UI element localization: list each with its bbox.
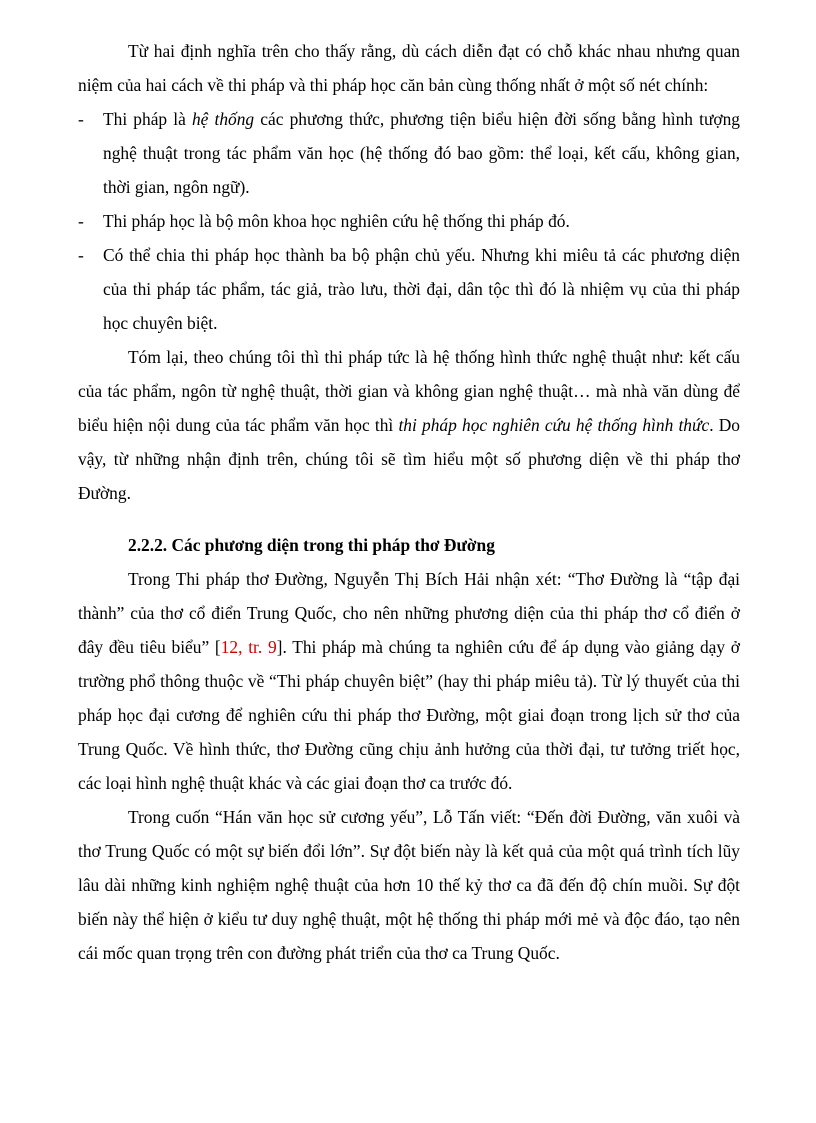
bullet-2-text: Thi pháp học là bộ môn khoa học nghiên cứu hệ thống thi pháp đó. bbox=[103, 211, 570, 231]
bullet-1-text-post: các phương thức, phương tiện biểu hiện đời sống bằng hình tượng nghệ thuật trong tác phẩm văn học (hệ thống đó bao gồm: thể loại, kết cấu, không gian, thời gian, ngôn ngữ). bbox=[103, 109, 740, 197]
paragraph-lu-xun: Trong cuốn “Hán văn học sử cương yếu”, Lỗ Tấn viết: “Đến đời Đường, văn xuôi và thơ Trung Quốc có một sự biến đổi lớn”. Sự đột biến này là kết quả của một quá trình tích lũy lâu dài những kinh nghiệm nghệ thuật của hơn 10 thế kỷ thơ ca đã đến độ chín muồi. Sự đột biến này thể hiện ở kiểu tư duy nghệ thuật, một hệ thống thi pháp mới mẻ và độc đáo, tạo nên cái mốc quan trọng trên con đường phát triển của thơ ca Trung Quốc. bbox=[78, 807, 740, 963]
summary-emphasis: thi pháp học nghiên cứu hệ thống hình thức bbox=[398, 415, 710, 435]
bullet-item-1 bbox=[78, 102, 740, 204]
tang-text-post: ]. Thi pháp mà chúng ta nghiên cứu để áp dụng vào giảng dạy ở trường phổ thông thuộc về “Thi pháp chuyên biệt” (hay thi pháp miêu tả). Từ lý thuyết của thi pháp học đại cương để nghiên cứu thi pháp thơ Đường, một giai đoạn trong lịch sử thơ của Trung Quốc. Về hình thức, thơ Đường cũng chịu ảnh hưởng của thời đại, tư tưởng triết học, các loại hình nghệ thuật khác và các giai đoạn thơ ca trước đó. bbox=[78, 637, 741, 793]
paragraph-tang-poetry bbox=[78, 562, 740, 800]
citation-link[interactable]: 12, tr. 9 bbox=[220, 637, 277, 657]
bullet-1-emphasis: hệ thống bbox=[191, 109, 255, 129]
bullet-1-text-pre: Thi pháp là bbox=[103, 109, 192, 129]
summary-text-pre: Tóm lại, theo chúng tôi thì thi pháp tức là hệ thống hình thức nghệ thuật như: kết cấu của tác phẩm, ngôn từ nghệ thuật, thời gian và không gian nghệ thuật… mà nhà văn dùng để biểu hiện nội dung của tác phẩm văn học thì bbox=[78, 347, 740, 435]
section-heading: 2.2.2. Các phương diện trong thi pháp thơ Đường bbox=[128, 535, 495, 555]
tang-text-pre: Trong Thi pháp thơ Đường, Nguyễn Thị Bích Hải nhận xét: “Thơ Đường là “tập đại thành” của thơ cổ điển Trung Quốc, cho nên những phương diện của thi pháp thơ cổ điển ở đây đều tiêu biểu” [ bbox=[78, 569, 740, 657]
bullet-item-2 bbox=[78, 204, 740, 238]
paragraph-intro: Từ hai định nghĩa trên cho thấy rằng, dù cách diễn đạt có chỗ khác nhau nhưng quan niệm của hai cách về thi pháp và thi pháp học căn bản cùng thống nhất ở một số nét chính: bbox=[78, 41, 740, 95]
summary-text-post: . Do vậy, từ những nhận định trên, chúng tôi sẽ tìm hiểu một số phương diện về thi pháp thơ Đường. bbox=[78, 415, 741, 503]
paragraph-summary bbox=[78, 340, 740, 510]
bullet-dash: - bbox=[78, 109, 84, 129]
bullet-dash: - bbox=[78, 211, 84, 231]
bullet-item-3 bbox=[78, 238, 740, 340]
bullet-dash: - bbox=[78, 245, 84, 265]
bullet-3-text: Có thể chia thi pháp học thành ba bộ phận chủ yếu. Nhưng khi miêu tả các phương diện của thi pháp tác phẩm, tác giả, trào lưu, thời đại, dân tộc thì đó là nhiệm vụ của thi pháp học chuyên biệt. bbox=[103, 245, 740, 333]
